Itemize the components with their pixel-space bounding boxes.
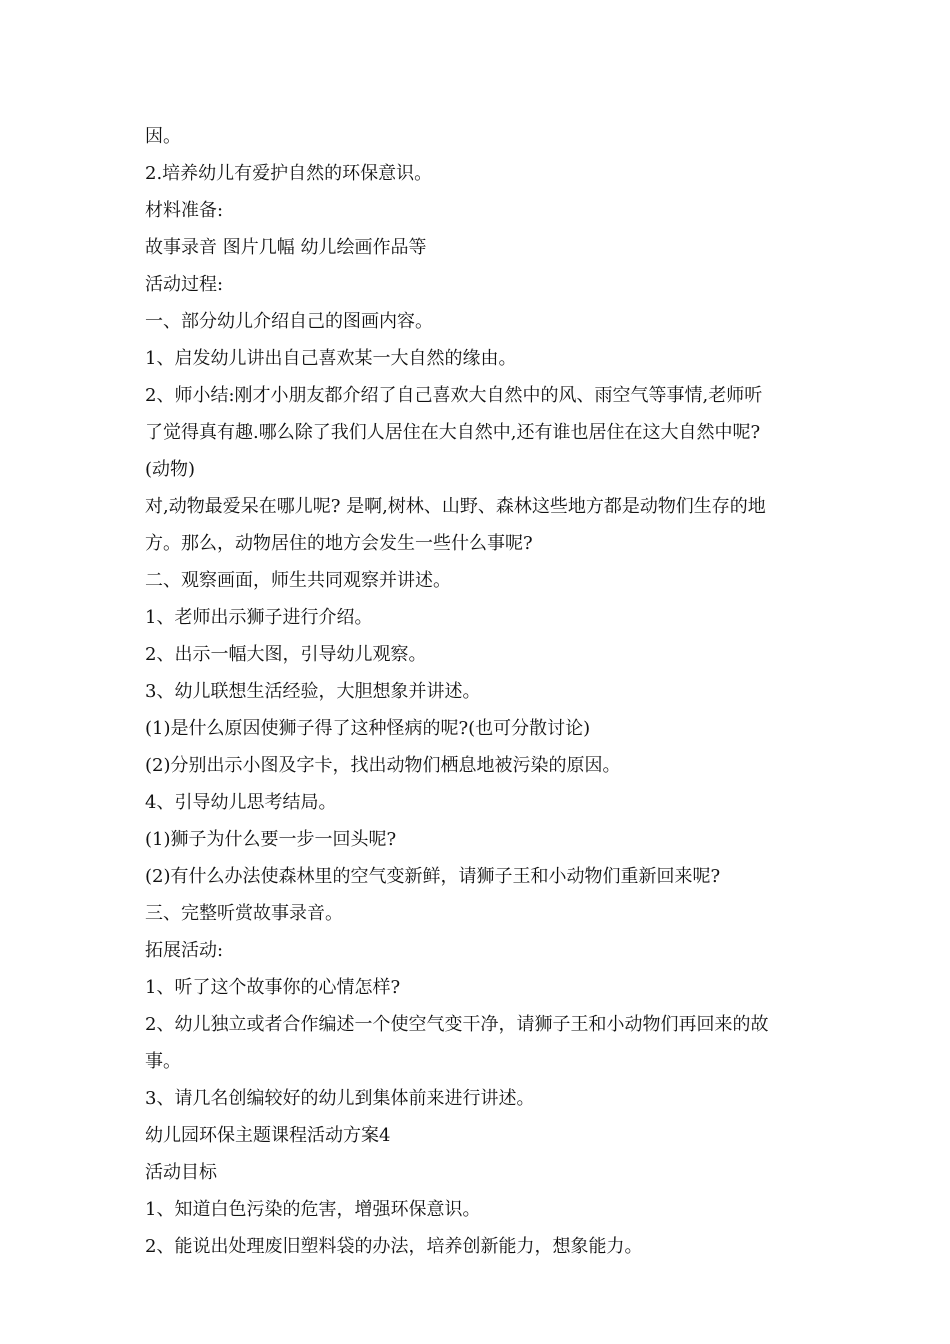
text-line: 1、老师出示狮子进行介绍。 <box>145 607 373 628</box>
section-label: 活动目标 <box>145 1162 217 1183</box>
text-line: 2、出示一幅大图，引导幼儿观察。 <box>145 644 427 665</box>
text-line: 2、师小结:刚才小朋友都介绍了自己喜欢大自然中的风、雨空气等事情,老师听 <box>145 385 763 406</box>
text-line: 2、能说出处理废旧塑料袋的办法，培养创新能力，想象能力。 <box>145 1236 643 1257</box>
text-line: (1)狮子为什么要一步一回头呢? <box>145 829 397 850</box>
text-line: 1、听了这个故事你的心情怎样? <box>145 977 401 998</box>
text-line: 3、请几名创编较好的幼儿到集体前来进行讲述。 <box>145 1088 535 1109</box>
section-label: 活动过程: <box>145 274 224 295</box>
text-line: 2、幼儿独立或者合作编述一个使空气变干净，请狮子王和小动物们再回来的故 <box>145 1014 769 1035</box>
text-line: 故事录音 图片几幅 幼儿绘画作品等 <box>145 237 427 258</box>
section-label: 拓展活动: <box>145 940 224 961</box>
text-line: 了觉得真有趣.哪么除了我们人居住在大自然中,还有谁也居住在这大自然中呢? <box>145 422 761 443</box>
text-line: (2)分别出示小图及字卡，找出动物们栖息地被污染的原因。 <box>145 755 621 776</box>
text-line: 事。 <box>145 1051 181 1072</box>
text-line: (1)是什么原因使狮子得了这种怪病的呢?(也可分散讨论) <box>145 718 591 739</box>
text-line: 方。那么，动物居住的地方会发生一些什么事呢? <box>145 533 533 554</box>
text-line: 1、启发幼儿讲出自己喜欢某一大自然的缘由。 <box>145 348 517 369</box>
text-line: 三、完整听赏故事录音。 <box>145 903 343 924</box>
text-line: 二、观察画面，师生共同观察并讲述。 <box>145 570 451 591</box>
text-line: 对,动物最爱呆在哪儿呢? 是啊,树林、山野、森林这些地方都是动物们生存的地 <box>145 496 766 517</box>
text-line: 4、引导幼儿思考结局。 <box>145 792 337 813</box>
section-label: 材料准备: <box>145 200 224 221</box>
text-line: 因。 <box>145 126 181 147</box>
text-line: 3、幼儿联想生活经验，大胆想象并讲述。 <box>145 681 481 702</box>
section-title: 幼儿园环保主题课程活动方案4 <box>145 1125 391 1146</box>
text-line: (2)有什么办法使森林里的空气变新鲜，请狮子王和小动物们重新回来呢? <box>145 866 721 887</box>
text-line: (动物) <box>145 459 196 480</box>
text-line: 一、部分幼儿介绍自己的图画内容。 <box>145 311 433 332</box>
text-line: 1、知道白色污染的危害，增强环保意识。 <box>145 1199 481 1220</box>
text-line: 2.培养幼儿有爱护自然的环保意识。 <box>145 163 433 184</box>
document-body <box>145 118 809 1265</box>
